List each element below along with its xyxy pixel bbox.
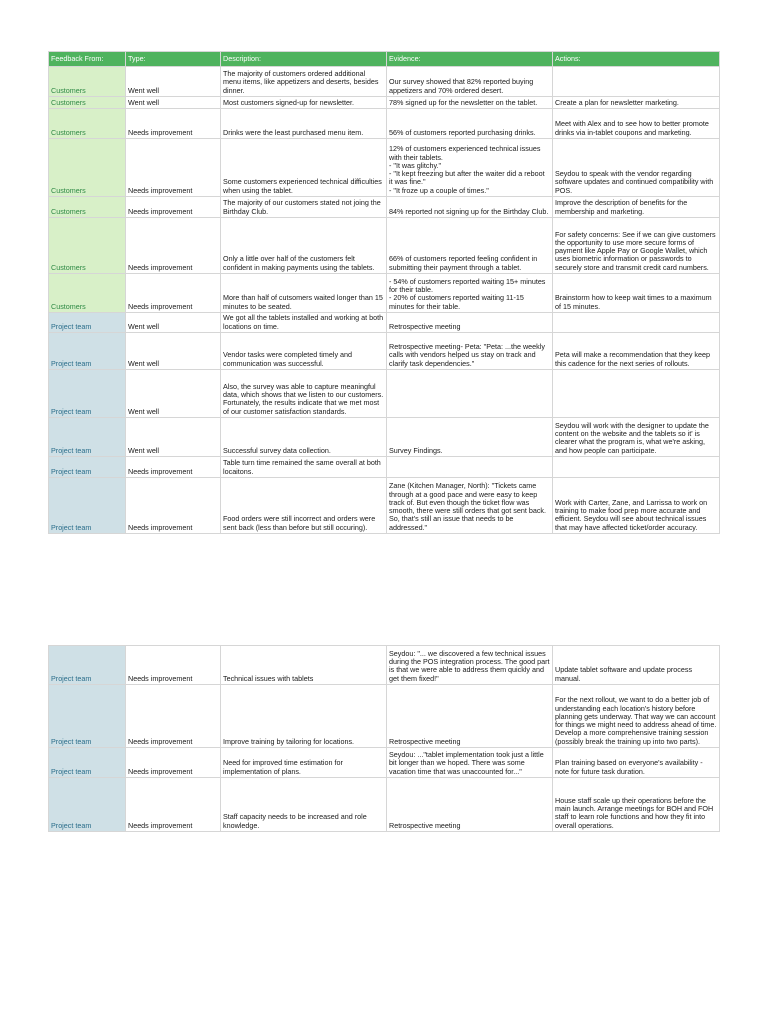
cell-actions[interactable] (553, 67, 720, 97)
cell-type[interactable]: Needs improvement (126, 109, 221, 139)
cell-description[interactable]: Most customers signed-up for newsletter. (221, 97, 387, 109)
cell-evidence[interactable]: 78% signed up for the newsletter on the tablet. (387, 97, 553, 109)
cell-description[interactable]: Improve training by tailoring for locations. (221, 685, 387, 748)
cell-from[interactable]: Project team (49, 313, 126, 333)
cell-from[interactable]: Project team (49, 370, 126, 418)
cell-evidence[interactable]: Seydou: "... we discovered a few technical issues during the POS integration process. The good part is that we were able to address them quickly and get them fixed!" (387, 646, 553, 685)
cell-from[interactable]: Project team (49, 685, 126, 748)
cell-actions[interactable] (553, 313, 720, 333)
cell-description[interactable]: More than half of cutsomers waited longer than 15 minutes to be seated. (221, 274, 387, 313)
table-row (49, 67, 720, 97)
table-row (49, 333, 720, 370)
feedback-table-main (48, 51, 720, 534)
cell-type[interactable]: Needs improvement (126, 778, 221, 832)
cell-from[interactable]: Customers (49, 109, 126, 139)
cell-type[interactable]: Went well (126, 67, 221, 97)
table-row (49, 778, 720, 832)
cell-description[interactable]: Vendor tasks were completed timely and communication was successful. (221, 333, 387, 370)
header-type[interactable]: Type: (126, 52, 221, 67)
cell-evidence[interactable]: Retrospective meeting- Peta: "Peta: ...the weekly calls with vendors helped us stay on track and clarify task dependencies." (387, 333, 553, 370)
header-feedback-from[interactable]: Feedback From: (49, 52, 126, 67)
cell-from[interactable]: Project team (49, 457, 126, 478)
table-row (49, 139, 720, 197)
cell-evidence[interactable]: Seydou: ..."tablet implementation took just a little bit longer than we hoped. There was some vacation time that was unaccounted for..." (387, 748, 553, 778)
cell-actions[interactable]: Meet with Alex and to see how to better promote drinks via in-tablet coupons and marketing. (553, 109, 720, 139)
cell-actions[interactable]: For the next rollout, we want to do a better job of understanding each location's history before planning gets underway. That way we can account for things we might need to address ahead of time. Develop a more comprehensive training session (possibly break the training up into two parts). (553, 685, 720, 748)
cell-actions[interactable]: Seydou to speak with the vendor regarding software updates and continued compatibility with POS. (553, 139, 720, 197)
cell-from[interactable]: Project team (49, 333, 126, 370)
header-row (49, 52, 720, 67)
header-evidence[interactable]: Evidence: (387, 52, 553, 67)
table-row (49, 370, 720, 418)
cell-from[interactable]: Project team (49, 646, 126, 685)
cell-from[interactable]: Project team (49, 478, 126, 534)
cell-actions[interactable]: Update tablet software and update process manual. (553, 646, 720, 685)
cell-actions[interactable]: Plan training based on everyone's availability - note for future task duration. (553, 748, 720, 778)
cell-type[interactable]: Went well (126, 97, 221, 109)
table-row (49, 478, 720, 534)
cell-evidence[interactable]: - 54% of customers reported waiting 15+ minutes for their table. - 20% of customers reported waiting 11-15 minutes for their table. (387, 274, 553, 313)
cell-type[interactable]: Went well (126, 370, 221, 418)
cell-description[interactable]: Technical issues with tablets (221, 646, 387, 685)
table-row (49, 418, 720, 457)
cell-type[interactable]: Needs improvement (126, 685, 221, 748)
cell-description[interactable]: Only a little over half of the customers felt confident in making payments using the tablets. (221, 218, 387, 274)
cell-description[interactable]: Food orders were still incorrect and orders were sent back (less than before but still occuring). (221, 478, 387, 534)
cell-type[interactable]: Needs improvement (126, 139, 221, 197)
table-row (49, 748, 720, 778)
table-row (49, 97, 720, 109)
cell-type[interactable]: Needs improvement (126, 218, 221, 274)
cell-description[interactable]: The majority of our customers stated not joing the Birthday Club. (221, 197, 387, 218)
cell-from[interactable]: Customers (49, 97, 126, 109)
cell-type[interactable]: Went well (126, 418, 221, 457)
cell-from[interactable]: Project team (49, 778, 126, 832)
cell-type[interactable]: Went well (126, 333, 221, 370)
cell-evidence[interactable]: Retrospective meeting (387, 313, 553, 333)
cell-actions[interactable]: Peta will make a recommendation that they keep this cadence for the next series of rollouts. (553, 333, 720, 370)
cell-description[interactable]: Also, the survey was able to capture meaningful data, which shows that we listen to our customers. Fortunately, the results indicate that we met most of our customer satisfaction standards. (221, 370, 387, 418)
cell-actions[interactable] (553, 457, 720, 478)
table-row (49, 197, 720, 218)
table-row (49, 457, 720, 478)
cell-type[interactable]: Needs improvement (126, 197, 221, 218)
table-row (49, 646, 720, 685)
table-row (49, 109, 720, 139)
cell-description[interactable]: We got all the tablets installed and working at both locations on time. (221, 313, 387, 333)
cell-evidence[interactable]: 12% of customers experienced technical issues with their tablets. - "It was glitchy." - "It kept freezing but after the waiter did a reboot it was fine." - "It froze up a couple of times." (387, 139, 553, 197)
cell-evidence[interactable]: 84% reported not signing up for the Birthday Club. (387, 197, 553, 218)
cell-evidence[interactable]: Survey Findings. (387, 418, 553, 457)
cell-evidence[interactable]: Zane (Kitchen Manager, North): "Tickets came through at a good pace and were easy to keep track of. But even though the ticket flow was smooth, there were still orders that got sent back. So, that's still an issue that needs to be addressed." (387, 478, 553, 534)
cell-actions[interactable]: Create a plan for newsletter marketing. (553, 97, 720, 109)
cell-type[interactable]: Needs improvement (126, 478, 221, 534)
cell-description[interactable]: The majority of customers ordered additional menu items, like appetizers and deserts, besides dinner. (221, 67, 387, 97)
cell-from[interactable]: Customers (49, 67, 126, 97)
cell-actions[interactable]: Work with Carter, Zane, and Larrissa to work on training to make food prep more accurate and efficient. Seydou will see about technical issues that may have affected ticket/order accuracy. (553, 478, 720, 534)
cell-type[interactable]: Needs improvement (126, 274, 221, 313)
cell-actions[interactable]: House staff scale up their operations before the main launch. Arrange meetings for BOH and FOH staff to learn role functions and how they fit into overall operations. (553, 778, 720, 832)
cell-description[interactable]: Staff capacity needs to be increased and role knowledge. (221, 778, 387, 832)
cell-type[interactable]: Needs improvement (126, 646, 221, 685)
table-row (49, 685, 720, 748)
cell-evidence[interactable]: Retrospective meeting (387, 685, 553, 748)
header-description[interactable]: Description: (221, 52, 387, 67)
cell-from[interactable]: Customers (49, 197, 126, 218)
cell-actions[interactable] (553, 370, 720, 418)
cell-type[interactable]: Went well (126, 313, 221, 333)
cell-from[interactable]: Customers (49, 274, 126, 313)
header-actions[interactable]: Actions: (553, 52, 720, 67)
cell-evidence[interactable] (387, 370, 553, 418)
table-row (49, 274, 720, 313)
cell-actions[interactable]: Seydou will work with the designer to update the content on the website and the tablets so it' is clearer what the program is, what we're asking, and how people can participate. (553, 418, 720, 457)
cell-evidence[interactable]: Our survey showed that 82% reported buying appetizers and 70% ordered desert. (387, 67, 553, 97)
cell-evidence[interactable]: 56% of customers reported purchasing drinks. (387, 109, 553, 139)
cell-evidence[interactable] (387, 457, 553, 478)
cell-evidence[interactable]: 66% of customers reported feeling confident in submitting their payment through a tablet. (387, 218, 553, 274)
cell-description[interactable]: Table turn time remained the same overall at both locaitons. (221, 457, 387, 478)
cell-description[interactable]: Drinks were the least purchased menu item. (221, 109, 387, 139)
cell-from[interactable]: Project team (49, 748, 126, 778)
table-row (49, 313, 720, 333)
cell-description[interactable]: Need for improved time estimation for implementation of plans. (221, 748, 387, 778)
cell-type[interactable]: Needs improvement (126, 748, 221, 778)
cell-actions[interactable]: Improve the description of benefits for the membership and marketing. (553, 197, 720, 218)
table-row (49, 218, 720, 274)
cell-description[interactable]: Successful survey data collection. (221, 418, 387, 457)
cell-description[interactable]: Some customers experienced technical difficulties when using the tablet. (221, 139, 387, 197)
cell-from[interactable]: Customers (49, 218, 126, 274)
feedback-table-continued (48, 645, 720, 832)
cell-type[interactable]: Needs improvement (126, 457, 221, 478)
cell-actions[interactable]: Brainstorm how to keep wait times to a maximum of 15 minutes. (553, 274, 720, 313)
cell-actions[interactable]: For safety concerns: See if we can give customers the opportunity to use more secure forms of payment like Apple Pay or Google Wallet, which uses biometric information or passwords to securely store and transmit credit card numbers. (553, 218, 720, 274)
cell-from[interactable]: Project team (49, 418, 126, 457)
cell-evidence[interactable]: Retrospective meeting (387, 778, 553, 832)
cell-from[interactable]: Customers (49, 139, 126, 197)
